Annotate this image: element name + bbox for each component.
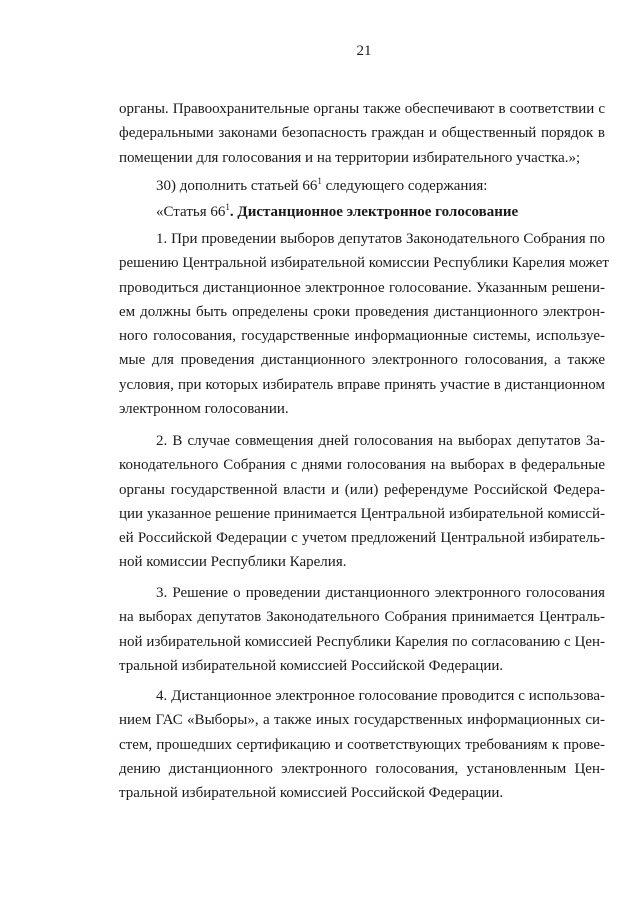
article-heading-line [119, 200, 605, 224]
text-line: мые для проведения дистанционного электронного голосования, а также [119, 352, 605, 369]
paragraph-1 [119, 227, 609, 421]
item-30 [119, 174, 605, 198]
text-line: органы. Правоохранительные органы также обеспечивают в соответствии с [119, 101, 605, 117]
text-line: федеральными законами безопасность граждан и общественный порядок в [119, 125, 605, 142]
text-line: ной комиссии Республики Карелия. [119, 554, 347, 571]
paragraph-3 [119, 581, 605, 678]
text-line: на выборах депутатов Законодательного Собрания принимается Централь- [119, 609, 605, 626]
item-30-sup: 1 [317, 176, 322, 186]
text-line: условия, при которых избиратель вправе принять участие в дистанционном [119, 376, 605, 393]
paragraph-2 [119, 429, 605, 575]
text-line: органы государственной власти и (или) референдуме Российской Федера- [119, 481, 605, 498]
item-30-prefix: 30) дополнить статьей 66 [156, 178, 318, 194]
article-heading-title: . Дистанционное электронное голосование [229, 204, 519, 220]
text-line: конодательного Собрания с днями голосования на выборах в федеральные [119, 457, 605, 474]
text-line: ной избирательной комиссией Республики Карелия по согласованию с Цен- [119, 633, 605, 650]
text-line: ей Российской Федерации с учетом предложений Центральной избиратель- [119, 530, 605, 547]
text-line: 4. Дистанционное электронное голосование проводится с использова- [156, 688, 605, 704]
text-line: 3. Решение о проведении дистанционного электронного голосования [156, 585, 605, 601]
text-line: проводиться дистанционное электронное голосование. Указанным решени- [119, 279, 605, 296]
text-line: тральной избирательной комиссией Российской Федерации. [119, 785, 504, 802]
item-30-suffix: следующего содержания: [321, 178, 488, 194]
intro-paragraph [119, 97, 605, 170]
text-line: стем, прошедших сертификацию и соответствующих требованиям к прове- [119, 736, 605, 753]
text-line: помещении для голосования и на территории избирательного участка.»; [119, 149, 581, 166]
text-line: нием ГАС «Выборы», а также иных государственных информационных си- [119, 712, 605, 729]
text-line: электронном голосовании. [119, 401, 289, 418]
article-heading-sup: 1 [225, 202, 230, 212]
item-30-line [119, 174, 605, 198]
article-heading-prefix: «Статья 66 [156, 204, 226, 220]
text-line: ного голосования, государственные информационные системы, используе- [119, 328, 605, 345]
text-line: 1. При проведении выборов депутатов Законодательного Собрания по [156, 231, 605, 247]
text-line: 2. В случае совмещения дней голосования на выборах депутатов За- [156, 433, 605, 449]
paragraph-4 [119, 684, 605, 805]
text-line: дению дистанционного электронного голосования, установленным Цен- [119, 760, 605, 777]
article-heading [119, 200, 605, 224]
text-line: решению Центральной избирательной комиссии Республики Карелия может [119, 255, 609, 272]
text-line: ции указанное решение принимается Центральной избирательной комиссй- [119, 505, 605, 522]
page-number: 21 [356, 43, 372, 59]
text-line: тральной избирательной комиссией Российской Федерации. [119, 657, 504, 674]
text-line: ем должны быть определены сроки проведения дистанционного электрон- [119, 303, 605, 320]
